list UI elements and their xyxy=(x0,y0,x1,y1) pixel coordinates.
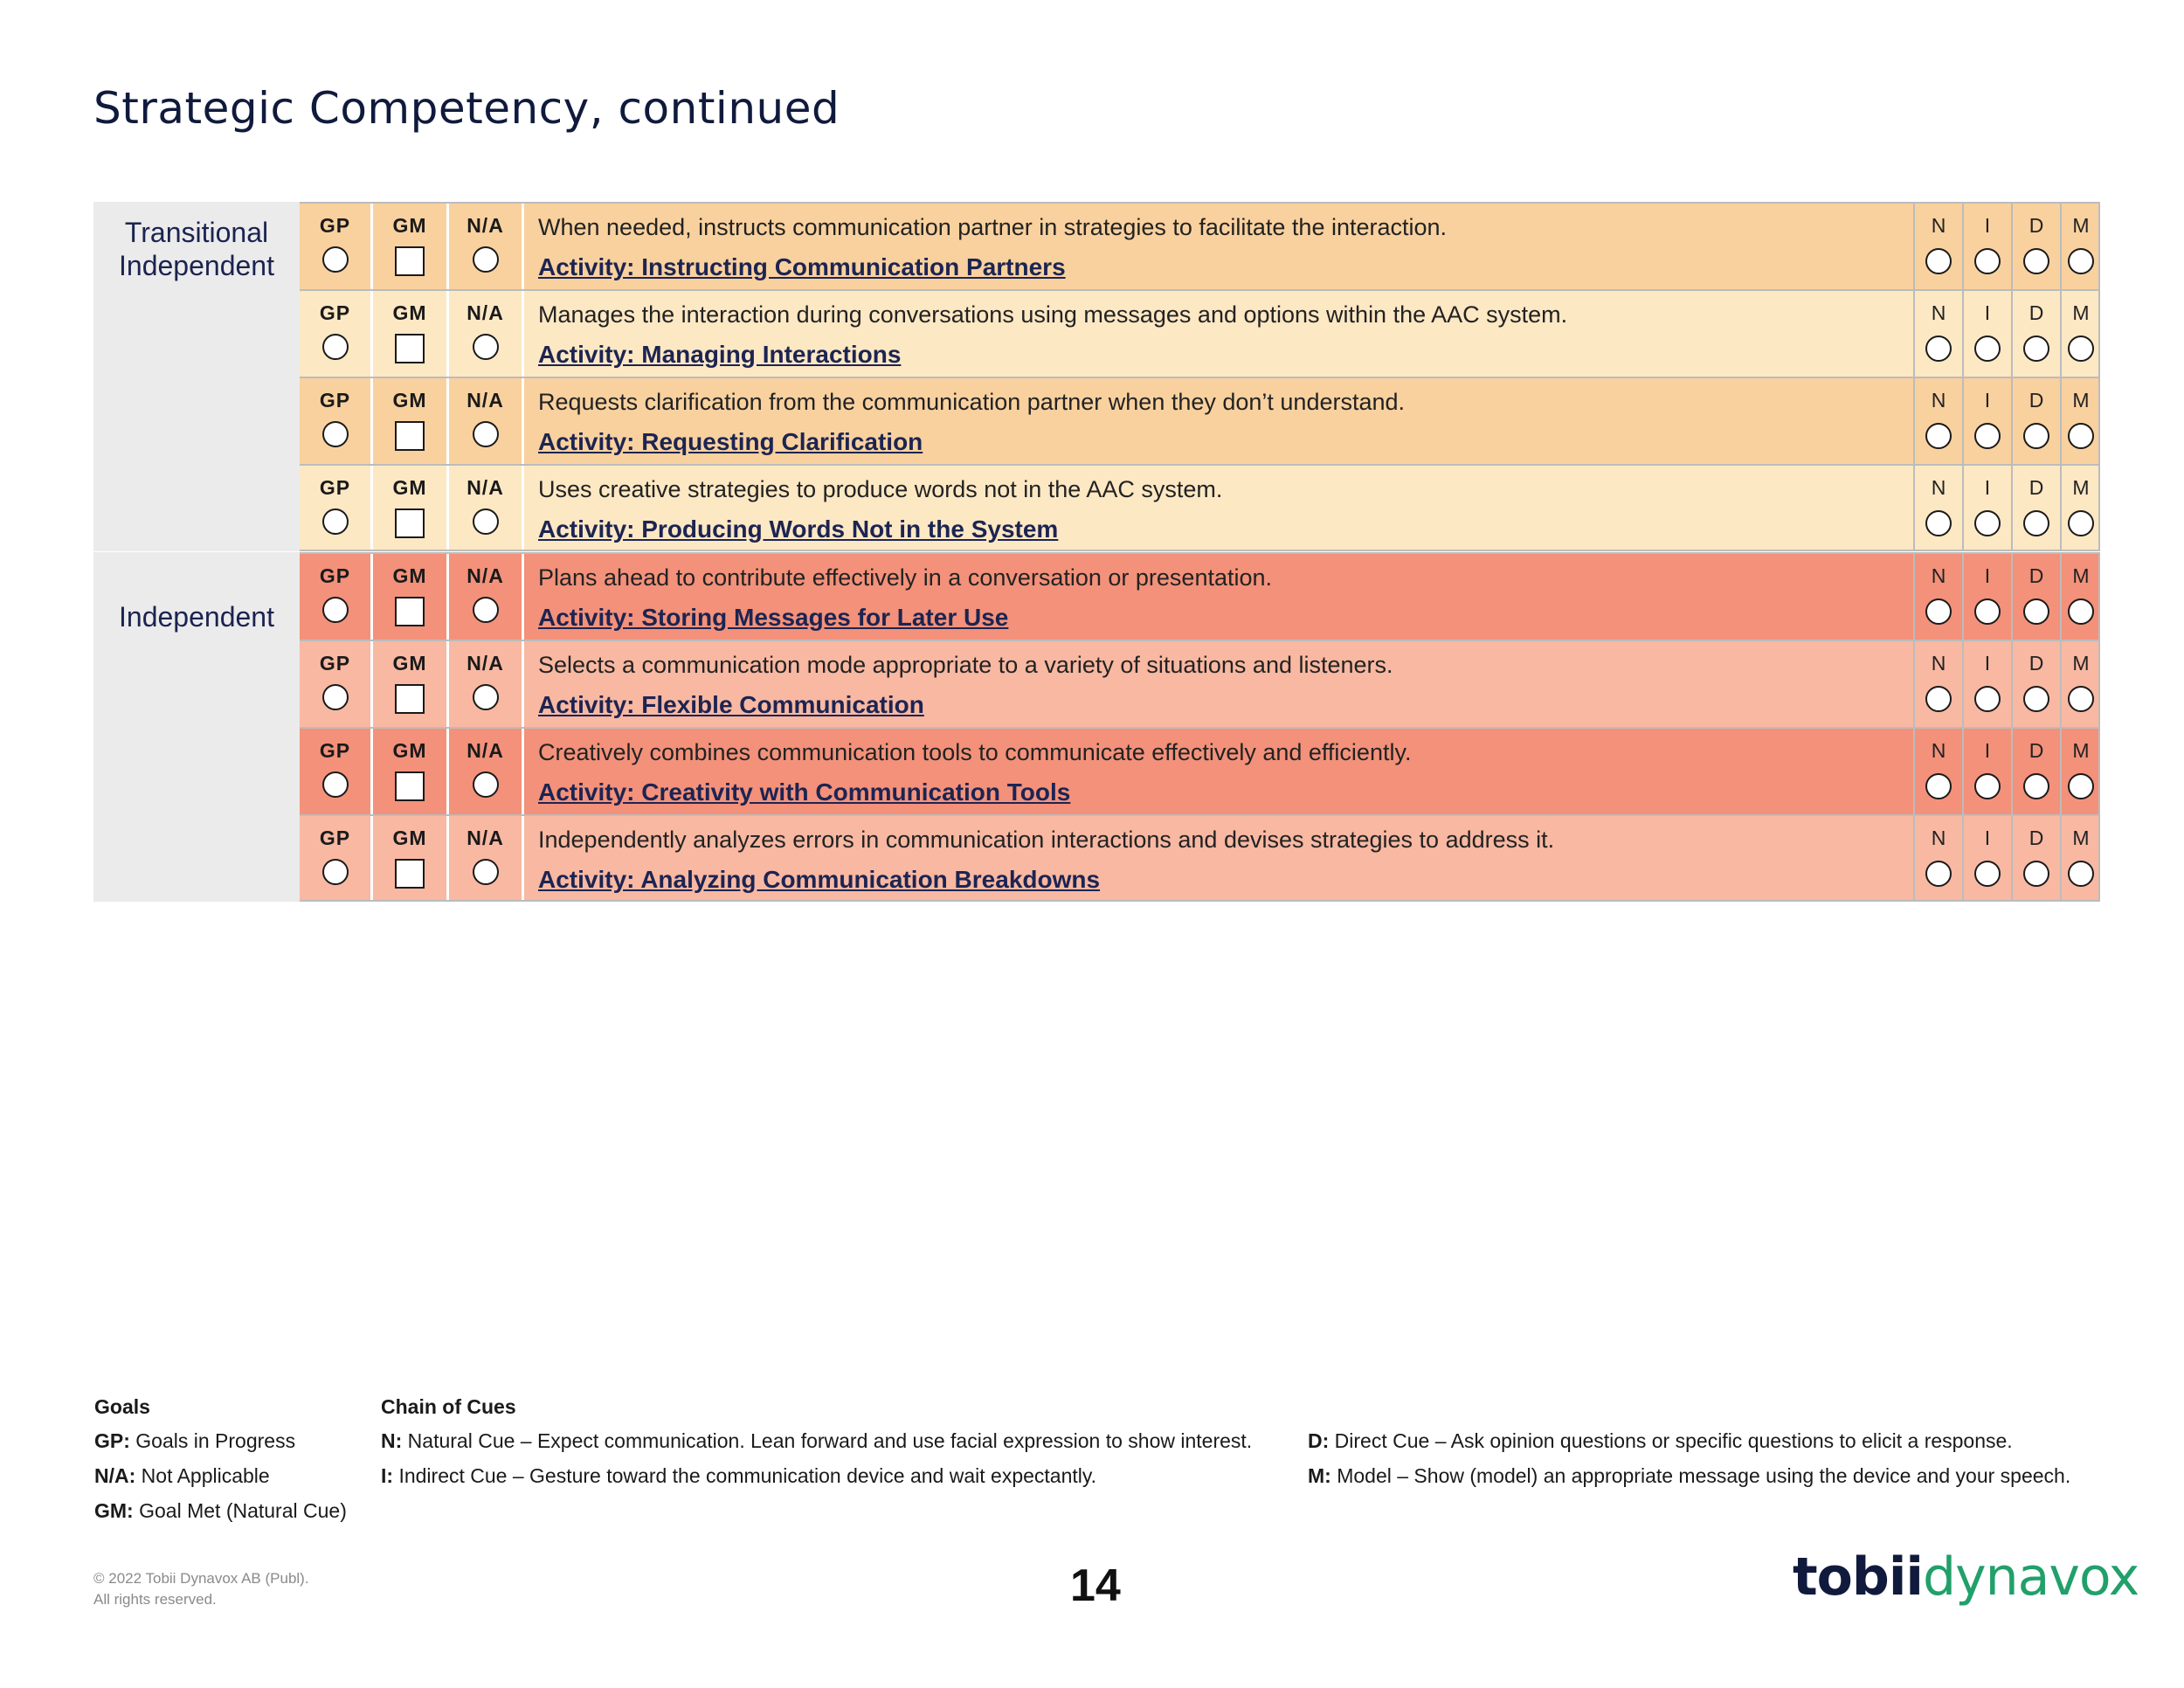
row-border xyxy=(2098,291,2100,377)
cue-d-radio[interactable] xyxy=(2023,248,2049,274)
row-border xyxy=(2098,641,2100,727)
section-label-line1: Independent xyxy=(119,601,274,633)
cue-i-label: I xyxy=(1984,564,1991,587)
cue-m xyxy=(2060,729,2100,814)
gp-radio[interactable] xyxy=(322,246,349,273)
cue-m-label: M xyxy=(2072,652,2090,675)
cue-m-radio[interactable] xyxy=(2068,510,2094,536)
cue-d xyxy=(2011,291,2060,377)
gm-label: GM xyxy=(392,564,427,587)
cue-i xyxy=(1962,729,2011,814)
gp-label: GP xyxy=(319,214,351,237)
na-cell xyxy=(446,554,522,640)
table-row xyxy=(300,464,2100,551)
cue-m xyxy=(2060,378,2100,464)
gp-label: GP xyxy=(319,827,351,849)
legend-i: I: Indirect Cue – Gesture toward the communication device and wait expectantly. xyxy=(381,1464,1097,1487)
cue-m xyxy=(2060,291,2100,377)
gm-cell xyxy=(370,291,446,377)
cue-d-label: D xyxy=(2028,739,2044,762)
na-radio[interactable] xyxy=(473,597,499,623)
cue-n xyxy=(1913,641,1962,727)
cue-d-radio[interactable] xyxy=(2023,861,2049,887)
cue-m xyxy=(2060,204,2100,289)
na-cell xyxy=(446,291,522,377)
na-radio[interactable] xyxy=(473,684,499,710)
activity-link[interactable]: Activity: Instructing Communication Partners xyxy=(538,253,1066,280)
gm-label: GM xyxy=(392,739,427,762)
gp-label: GP xyxy=(319,739,351,762)
cue-i xyxy=(1962,554,2011,640)
cue-m-label: M xyxy=(2072,476,2090,499)
page-title: Strategic Competency, continued xyxy=(93,83,840,134)
cue-d-label: D xyxy=(2028,301,2044,324)
cue-m-label: M xyxy=(2072,564,2090,587)
activity-link[interactable]: Activity: Analyzing Communication Breakdowns xyxy=(538,866,1101,893)
description-text: Independently analyzes errors in communication interactions and devises strategies to address it. xyxy=(538,827,1555,853)
gm-cell xyxy=(370,466,446,551)
cue-i xyxy=(1962,378,2011,464)
legend-cues-2 xyxy=(1308,1429,2070,1499)
cue-i-label: I xyxy=(1984,214,1991,237)
gp-radio[interactable] xyxy=(322,508,349,535)
description-cell xyxy=(522,816,1913,902)
legend-cues-heading: Chain of Cues xyxy=(381,1395,516,1418)
cue-n xyxy=(1913,378,1962,464)
gp-label: GP xyxy=(319,652,351,675)
legend-gm: GM: Goal Met (Natural Cue) xyxy=(94,1499,347,1522)
description-cell xyxy=(522,378,1913,464)
row-border xyxy=(2098,466,2100,551)
cue-n-label: N xyxy=(1931,301,1946,324)
cue-i xyxy=(1962,641,2011,727)
cue-i-radio[interactable] xyxy=(1974,861,2001,887)
gp-cell xyxy=(300,554,370,640)
gm-label: GM xyxy=(392,389,427,412)
cue-m-label: M xyxy=(2072,827,2090,849)
cue-d-radio[interactable] xyxy=(2023,686,2049,712)
table-row xyxy=(300,552,2100,640)
description-text: Plans ahead to contribute effectively in a conversation or presentation. xyxy=(538,564,1273,591)
gm-checkbox[interactable] xyxy=(395,334,425,363)
cue-d-radio[interactable] xyxy=(2023,423,2049,449)
description-text: Manages the interaction during conversations using messages and options within the AAC system. xyxy=(538,301,1568,328)
cue-n-radio[interactable] xyxy=(1925,423,1952,449)
cue-m xyxy=(2060,554,2100,640)
gp-label: GP xyxy=(319,564,351,587)
gp-radio[interactable] xyxy=(322,421,349,447)
tobii-dynavox-logo: tobiidynavox xyxy=(1793,1546,2139,1608)
activity-link[interactable]: Activity: Creativity with Communication Tools xyxy=(538,778,1071,806)
gm-checkbox[interactable] xyxy=(395,684,425,714)
na-radio[interactable] xyxy=(473,859,499,885)
cue-n xyxy=(1913,291,1962,377)
legend-gp: GP: Goals in Progress xyxy=(94,1429,296,1452)
table-row xyxy=(300,202,2100,289)
cue-d xyxy=(2011,204,2060,289)
na-label: N/A xyxy=(467,214,504,237)
gm-checkbox[interactable] xyxy=(395,597,425,626)
gm-checkbox[interactable] xyxy=(395,771,425,801)
description-text: Requests clarification from the communication partner when they don’t understand. xyxy=(538,389,1406,415)
gm-label: GM xyxy=(392,301,427,324)
na-radio[interactable] xyxy=(473,508,499,535)
cue-m xyxy=(2060,816,2100,902)
gm-cell xyxy=(370,729,446,814)
gm-cell xyxy=(370,554,446,640)
section-label-line2: Independent xyxy=(119,250,274,281)
na-cell xyxy=(446,641,522,727)
description-cell xyxy=(522,204,1913,289)
cue-i-label: I xyxy=(1984,827,1991,849)
na-label: N/A xyxy=(467,564,504,587)
cue-i-radio[interactable] xyxy=(1974,598,2001,625)
cue-n-label: N xyxy=(1931,476,1946,499)
legend-n: N: Natural Cue – Expect communication. Lean forward and use facial expression to show interest. xyxy=(381,1429,1253,1452)
cue-n-radio[interactable] xyxy=(1925,510,1952,536)
table-row xyxy=(300,289,2100,377)
row-border xyxy=(2098,816,2100,902)
cue-d-radio[interactable] xyxy=(2023,510,2049,536)
gm-label: GM xyxy=(392,476,427,499)
cue-n-radio[interactable] xyxy=(1925,598,1952,625)
description-cell xyxy=(522,554,1913,640)
table-row xyxy=(300,727,2100,814)
gm-cell xyxy=(370,641,446,727)
copyright: © 2022 Tobii Dynavox AB (Publ). All rights reserved. xyxy=(93,1570,309,1608)
na-cell xyxy=(446,729,522,814)
description-text: Uses creative strategies to produce words not in the AAC system. xyxy=(538,476,1223,502)
cue-d xyxy=(2011,641,2060,727)
table-row xyxy=(300,814,2100,902)
cue-m-radio[interactable] xyxy=(2068,248,2094,274)
cue-i-radio[interactable] xyxy=(1974,773,2001,799)
gp-label: GP xyxy=(319,301,351,324)
cue-m-radio[interactable] xyxy=(2068,598,2094,625)
gp-cell xyxy=(300,378,370,464)
legend-d: D: Direct Cue – Ask opinion questions or specific questions to elicit a response. xyxy=(1308,1429,2013,1452)
cue-i-radio[interactable] xyxy=(1974,510,2001,536)
description-text: When needed, instructs communication partner in strategies to facilitate the interaction. xyxy=(538,214,1448,240)
cue-m xyxy=(2060,466,2100,551)
description-cell xyxy=(522,466,1913,551)
gp-label: GP xyxy=(319,476,351,499)
cue-m xyxy=(2060,641,2100,727)
gm-cell xyxy=(370,378,446,464)
page-number: 14 xyxy=(1070,1560,1121,1611)
description-text: Creatively combines communication tools to communicate effectively and efficiently. xyxy=(538,739,1412,765)
cue-n-radio[interactable] xyxy=(1925,773,1952,799)
cue-i xyxy=(1962,816,2011,902)
cue-i-radio[interactable] xyxy=(1974,423,2001,449)
cue-m-radio[interactable] xyxy=(2068,423,2094,449)
section-label-line1: Transitional xyxy=(124,217,269,248)
na-cell xyxy=(446,204,522,289)
gm-label: GM xyxy=(392,652,427,675)
section-label xyxy=(93,552,300,902)
cue-d-label: D xyxy=(2028,389,2044,412)
cue-m-radio[interactable] xyxy=(2068,686,2094,712)
cue-n-label: N xyxy=(1931,564,1946,587)
description-cell xyxy=(522,641,1913,727)
cue-m-label: M xyxy=(2072,301,2090,324)
row-border xyxy=(2098,204,2100,289)
cue-d-label: D xyxy=(2028,564,2044,587)
row-border xyxy=(2098,378,2100,464)
cue-i xyxy=(1962,204,2011,289)
gp-cell xyxy=(300,466,370,551)
cue-d-radio[interactable] xyxy=(2023,336,2049,362)
cue-d-radio[interactable] xyxy=(2023,598,2049,625)
legend-goals xyxy=(94,1395,347,1534)
cue-m-label: M xyxy=(2072,214,2090,237)
cue-n xyxy=(1913,554,1962,640)
na-label: N/A xyxy=(467,827,504,849)
cue-m-label: M xyxy=(2072,389,2090,412)
cue-d-label: D xyxy=(2028,652,2044,675)
section-independent xyxy=(93,552,2100,902)
activity-link[interactable]: Activity: Flexible Communication xyxy=(538,691,924,718)
description-cell xyxy=(522,729,1913,814)
cue-i-label: I xyxy=(1984,476,1991,499)
cue-d-label: D xyxy=(2028,214,2044,237)
cue-d-radio[interactable] xyxy=(2023,773,2049,799)
gp-cell xyxy=(300,204,370,289)
na-radio[interactable] xyxy=(473,771,499,798)
cue-i-label: I xyxy=(1984,652,1991,675)
na-label: N/A xyxy=(467,652,504,675)
gm-label: GM xyxy=(392,214,427,237)
gm-checkbox[interactable] xyxy=(395,859,425,889)
cue-i-label: I xyxy=(1984,301,1991,324)
cue-n-label: N xyxy=(1931,827,1946,849)
na-label: N/A xyxy=(467,301,504,324)
gp-radio[interactable] xyxy=(322,684,349,710)
table-row xyxy=(300,640,2100,727)
cue-n-radio[interactable] xyxy=(1925,248,1952,274)
table-row xyxy=(300,377,2100,464)
na-label: N/A xyxy=(467,739,504,762)
cue-i-label: I xyxy=(1984,739,1991,762)
gp-radio[interactable] xyxy=(322,597,349,623)
na-radio[interactable] xyxy=(473,421,499,447)
gp-cell xyxy=(300,816,370,902)
cue-i-radio[interactable] xyxy=(1974,336,2001,362)
cue-m-radio[interactable] xyxy=(2068,336,2094,362)
activity-link[interactable]: Activity: Requesting Clarification xyxy=(538,428,923,455)
cue-i-radio[interactable] xyxy=(1974,248,2001,274)
cue-n-radio[interactable] xyxy=(1925,336,1952,362)
row-border xyxy=(2098,554,2100,640)
gm-checkbox[interactable] xyxy=(395,246,425,276)
legend-m: M: Model – Show (model) an appropriate message using the device and your speech. xyxy=(1308,1464,2071,1487)
cue-n-label: N xyxy=(1931,652,1946,675)
cue-i-label: I xyxy=(1984,389,1991,412)
cue-n xyxy=(1913,204,1962,289)
gm-cell xyxy=(370,204,446,289)
gm-cell xyxy=(370,816,446,902)
cue-i xyxy=(1962,291,2011,377)
cue-n xyxy=(1913,816,1962,902)
gm-checkbox[interactable] xyxy=(395,421,425,451)
table-divider xyxy=(300,550,2100,551)
cue-d-label: D xyxy=(2028,476,2044,499)
section-transitional-independent xyxy=(93,202,2100,551)
na-cell xyxy=(446,378,522,464)
gp-cell xyxy=(300,641,370,727)
cue-d xyxy=(2011,729,2060,814)
na-cell xyxy=(446,466,522,551)
description-text: Selects a communication mode appropriate to a variety of situations and listeners. xyxy=(538,652,1393,678)
cue-n-radio[interactable] xyxy=(1925,686,1952,712)
description-cell xyxy=(522,291,1913,377)
cue-m-label: M xyxy=(2072,739,2090,762)
legend-goals-heading: Goals xyxy=(94,1395,150,1418)
row-border xyxy=(2098,729,2100,814)
gp-radio[interactable] xyxy=(322,859,349,885)
cue-d xyxy=(2011,554,2060,640)
na-cell xyxy=(446,816,522,902)
cue-n-label: N xyxy=(1931,739,1946,762)
gm-checkbox[interactable] xyxy=(395,508,425,538)
gp-radio[interactable] xyxy=(322,771,349,798)
cue-i xyxy=(1962,466,2011,551)
cue-n-radio[interactable] xyxy=(1925,861,1952,887)
cue-n-label: N xyxy=(1931,214,1946,237)
cue-m-radio[interactable] xyxy=(2068,773,2094,799)
gp-label: GP xyxy=(319,389,351,412)
activity-link[interactable]: Activity: Managing Interactions xyxy=(538,341,902,368)
gp-cell xyxy=(300,291,370,377)
gp-radio[interactable] xyxy=(322,334,349,360)
cue-d-label: D xyxy=(2028,827,2044,849)
cue-m-radio[interactable] xyxy=(2068,861,2094,887)
cue-n xyxy=(1913,466,1962,551)
section-label xyxy=(93,202,300,551)
na-radio[interactable] xyxy=(473,334,499,360)
legend-na: N/A: Not Applicable xyxy=(94,1464,270,1487)
cue-d xyxy=(2011,378,2060,464)
na-label: N/A xyxy=(467,389,504,412)
gm-label: GM xyxy=(392,827,427,849)
table-divider xyxy=(300,900,2100,902)
activity-link[interactable]: Activity: Producing Words Not in the System xyxy=(538,515,1059,543)
cue-d xyxy=(2011,816,2060,902)
cue-n-label: N xyxy=(1931,389,1946,412)
cue-n xyxy=(1913,729,1962,814)
na-label: N/A xyxy=(467,476,504,499)
na-radio[interactable] xyxy=(473,246,499,273)
gp-cell xyxy=(300,729,370,814)
legend-cues xyxy=(381,1395,1252,1499)
activity-link[interactable]: Activity: Storing Messages for Later Use xyxy=(538,604,1009,631)
cue-d xyxy=(2011,466,2060,551)
cue-i-radio[interactable] xyxy=(1974,686,2001,712)
